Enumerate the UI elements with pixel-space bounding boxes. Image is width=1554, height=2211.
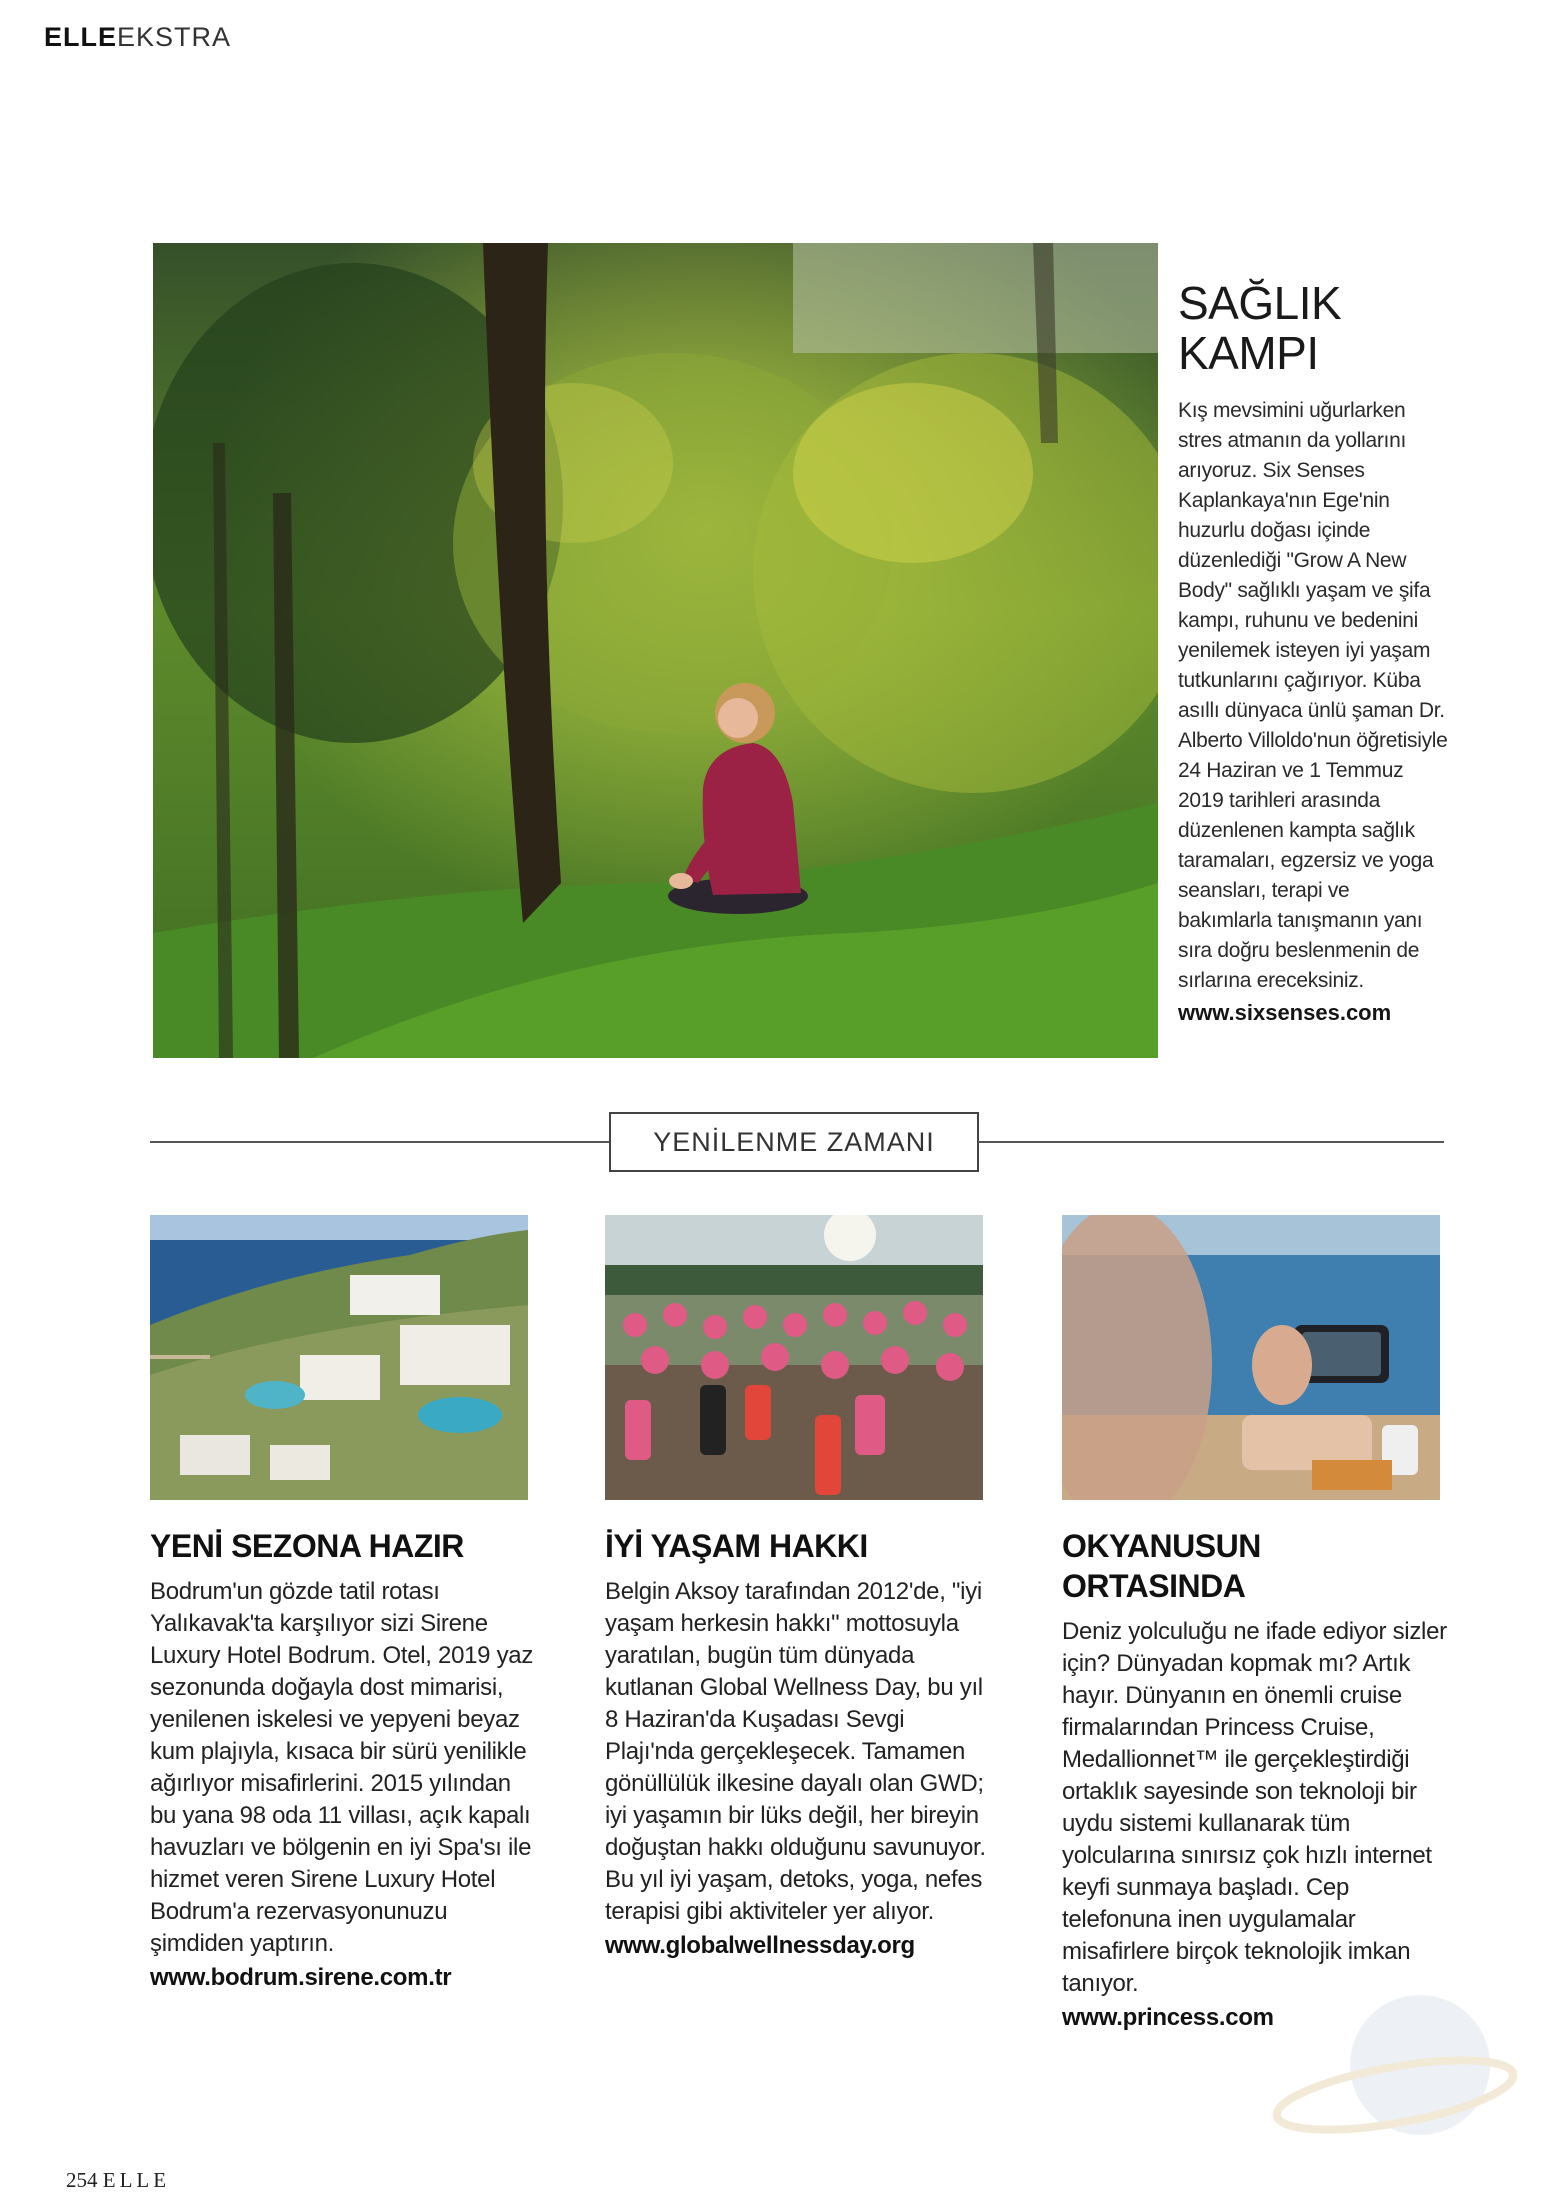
article-title: YENİ SEZONA HAZIR [150, 1528, 464, 1564]
article-title: OKYANUSUN ORTASINDA [1062, 1528, 1261, 1604]
hero-title-line1: SAĞLIK [1178, 277, 1342, 329]
hero-title-line2: KAMPI [1178, 327, 1319, 379]
photo-bodrum-hotel [150, 1215, 528, 1500]
article-body: Bodrum'un gözde tatil rotası Yalıkavak'ta karşılıyor sizi Sirene Luxury Hotel Bodrum. Otel, 2019 yaz sezonunda doğayla dost mimarisi, yenilenen iskelesi ve yepyeni beyaz kum plajıyla, kısaca bir sürü yenilikle ağırlıyor misafirlerini. 2015 yılından bu yana 98 oda 11 villası, açık kapalı havuzları ve bölgenin en iyi Spa'sı ile hizmet veren Sirene Luxury Hotel Bodrum'a rezervasyonunuzu şimdiden yaptırın. [150, 1578, 534, 1957]
page-number: 254 [66, 2168, 98, 2192]
hero-photo-meditation [153, 243, 1158, 1058]
section-divider-left [150, 1141, 610, 1143]
header-section: EKSTRA [117, 22, 232, 52]
section-label: YENİLENME ZAMANI [609, 1112, 979, 1172]
article-url[interactable]: www.bodrum.sirene.com.tr [150, 1964, 452, 1991]
page-footer [66, 2168, 170, 2193]
article-body: Deniz yolculuğu ne ifade ediyor sizler için? Dünyadan kopmak mı? Artık hayır. Dünyanın en önemli cruise firmalarından Princess Cruise, Medallionnet™ ile gerçekleştirdiği ortaklık sayesinde son teknoloji bir uydu sistemi kullanarak tüm yolcularına sınırsız çok hızlı internet keyfi sunmaya başladı. Cep telefonuna inen uygulamalar misafirlere birçok teknolojik imkan tanıyor. [1062, 1618, 1447, 1997]
hero-title [1178, 278, 1448, 378]
hero-url[interactable]: www.sixsenses.com [1178, 1000, 1392, 1025]
header-brand: ELLE [44, 22, 118, 52]
photo-cruise-phone [1062, 1215, 1440, 1500]
article-yeni-sezona-hazir [150, 1215, 540, 1994]
planet-watermark-icon [1270, 1985, 1520, 2155]
article-okyanusun-ortasinda [1062, 1215, 1452, 2034]
page-header [44, 22, 231, 53]
article-url[interactable]: www.princess.com [1062, 2004, 1274, 2031]
article-iyi-yasam-hakki [605, 1215, 995, 1962]
footer-magazine: ELLE [102, 2168, 171, 2192]
article-title: İYİ YAŞAM HAKKI [605, 1528, 868, 1564]
article-body: Belgin Aksoy tarafından 2012'de, "iyi yaşam herkesin hakkı" mottosuyla yaratılan, bugün tüm dünyada kutlanan Global Wellness Day, bu yıl 8 Haziran'da Kuşadası Sevgi Plajı'nda gerçekleşecek. Tamamen gönüllülük ilkesine dayalı olan GWD; iyi yaşamın bir lüks değil, her bireyin doğuştan hakkı olduğunu savunuyor. Bu yıl iyi yaşam, detoks, yoga, nefes terapisi gibi aktiviteler yer alıyor. [605, 1578, 986, 1925]
section-divider-right [978, 1141, 1444, 1143]
hero-body: Kış mevsimini uğurlarken stres atmanın da yollarını arıyoruz. Six Senses Kaplankaya'nın Ege'nin huzurlu doğası içinde düzenlediği "Grow A New Body" sağlıklı yaşam ve şifa kampı, ruhunu ve bedenini yenilemek isteyen iyi yaşam tutkunlarını çağırıyor. Küba asıllı dünyaca ünlü şaman Dr. Alberto Villoldo'nun öğretisiyle 24 Haziran ve 1 Temmuz 2019 tarihleri arasında düzenlenen kampta sağlık taramaları, egzersiz ve yoga seansları, terapi ve bakımlarla tanışmanın yanı sıra doğru beslenmenin de sırlarına ereceksiniz. [1178, 399, 1448, 992]
hero-article [1178, 278, 1448, 1026]
article-url[interactable]: www.globalwellnessday.org [605, 1932, 915, 1959]
photo-wellness-crowd [605, 1215, 983, 1500]
